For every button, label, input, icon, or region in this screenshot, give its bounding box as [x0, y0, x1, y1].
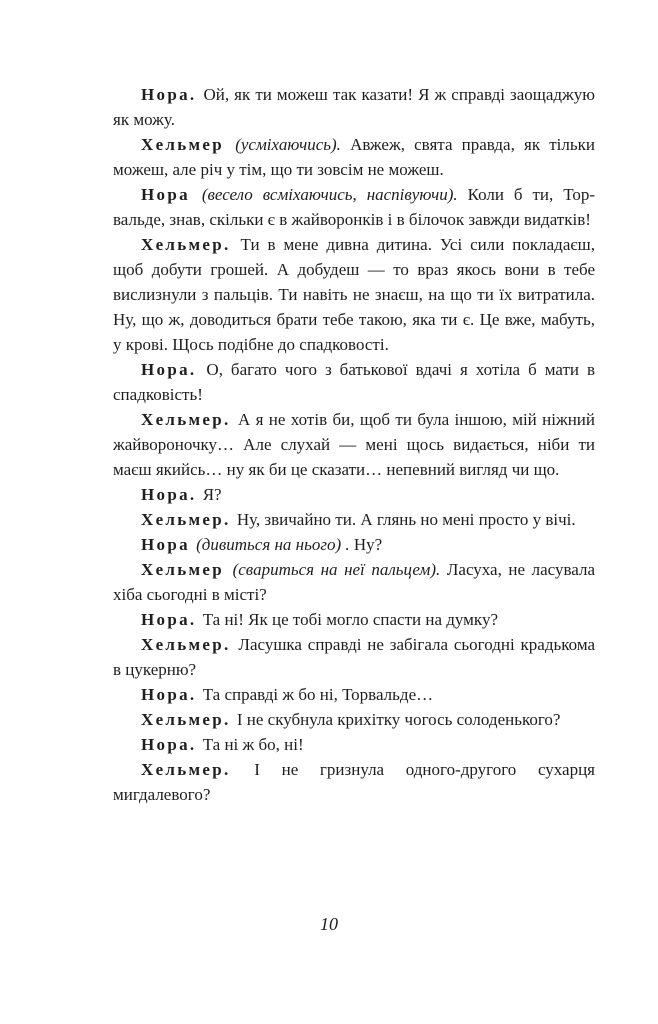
dialogue-line — [113, 182, 595, 232]
stage-direction: (усміхаючись). — [235, 135, 341, 154]
stage-direction: (свариться на неї пальцем). — [232, 560, 441, 579]
speaker-name: Хельмер. — [141, 235, 231, 254]
speaker-name: Нора. — [141, 360, 197, 379]
dialogue-text: Авжеж, свята правда, як тільки можеш, але річ у тім, що ти зовсім не можеш. — [113, 135, 596, 179]
page-number: 10 — [320, 914, 338, 934]
dialogue-line — [113, 482, 595, 507]
dialogue-line — [113, 507, 595, 532]
dialogue-text: Коли б ти, Торвальде, знав, скільки є в жайворонків і в білочок завжди видатків! — [113, 185, 596, 229]
dialogue-text: Ласушка справді не забігала сьогодні крадькома в цукерню? — [113, 635, 596, 679]
dialogue-text: І не гризнула одного-другого сухарця мигдалевого? — [113, 760, 596, 804]
speaker-name: Нора — [141, 535, 190, 554]
dialogue-text: Я? — [202, 485, 222, 504]
dialogue-text: Та ні ж бо, ні! — [202, 735, 304, 754]
speaker-name: Хельмер. — [141, 510, 231, 529]
speaker-name: Хельмер — [141, 135, 225, 154]
speaker-name: Хельмер. — [141, 710, 231, 729]
speaker-name: Нора. — [141, 610, 197, 629]
dialogue-line — [113, 757, 595, 807]
dialogue-text: О, багато чого з батькової вдачі я хотіла б мати в спадковість! — [113, 360, 595, 404]
page-body — [113, 82, 595, 807]
dialogue-text: Ой, як ти можеш так казати! Я ж справді заощаджую як можу. — [113, 85, 595, 129]
stage-direction: (весело всміхаючись, наспівуючи). — [201, 185, 458, 204]
dialogue-line — [113, 682, 595, 707]
dialogue-text: Та ні! Як це тобі могло спасти на думку? — [202, 610, 498, 629]
speaker-name: Хельмер. — [141, 635, 231, 654]
dialogue-line — [113, 557, 595, 607]
dialogue-line — [113, 82, 595, 132]
speaker-name: Нора. — [141, 485, 197, 504]
dialogue-line — [113, 732, 595, 757]
dialogue-line — [113, 632, 595, 682]
dialogue-text: Ти в мене дивна дитина. Усі сили покладаєш, щоб добути грошей. А добудеш — то враз якось вони в тебе вислизнули з пальців. Ти навіть не знаєш, на що ти їх витратила. Ну, що ж, доводиться брати тебе такою, яка ти є. Це вже, мабуть, у крові. Щось подібне до спадковості. — [113, 235, 595, 354]
speaker-name: Хельмер. — [141, 760, 231, 779]
dialogue-text: А я не хотів би, щоб ти була іншою, мій ніжний жайвороночку… Але слухай — мені щось видається, ніби ти маєш якийсь… ну як би це сказати… непевний вигляд чи що. — [113, 410, 595, 479]
dialogue-line — [113, 232, 595, 357]
speaker-name: Нора. — [141, 685, 197, 704]
speaker-name: Хельмер — [141, 560, 225, 579]
speaker-name: Нора. — [141, 735, 197, 754]
dialogue-line — [113, 407, 595, 482]
dialogue-text: Ну, звичайно ти. А глянь но мені просто у вічі. — [236, 510, 576, 529]
dialogue-line — [113, 532, 595, 557]
dialogue-text: Ну? — [353, 535, 383, 554]
dialogue-line — [113, 707, 595, 732]
dialogue-text: Та справді ж бо ні, Торвальде… — [202, 685, 434, 704]
speaker-name: Хельмер. — [141, 410, 231, 429]
dialogue-text: Ласуха, не ласувала хіба сьогодні в місті? — [113, 560, 595, 604]
stage-direction: (дивиться на нього) . — [196, 535, 350, 554]
dialogue-text: І не скубнула крихітку чогось солоденького? — [236, 710, 561, 729]
speaker-name: Нора. — [141, 85, 197, 104]
speaker-name: Нора — [141, 185, 190, 204]
dialogue-line — [113, 357, 595, 407]
dialogue-line — [113, 607, 595, 632]
dialogue-line — [113, 132, 595, 182]
